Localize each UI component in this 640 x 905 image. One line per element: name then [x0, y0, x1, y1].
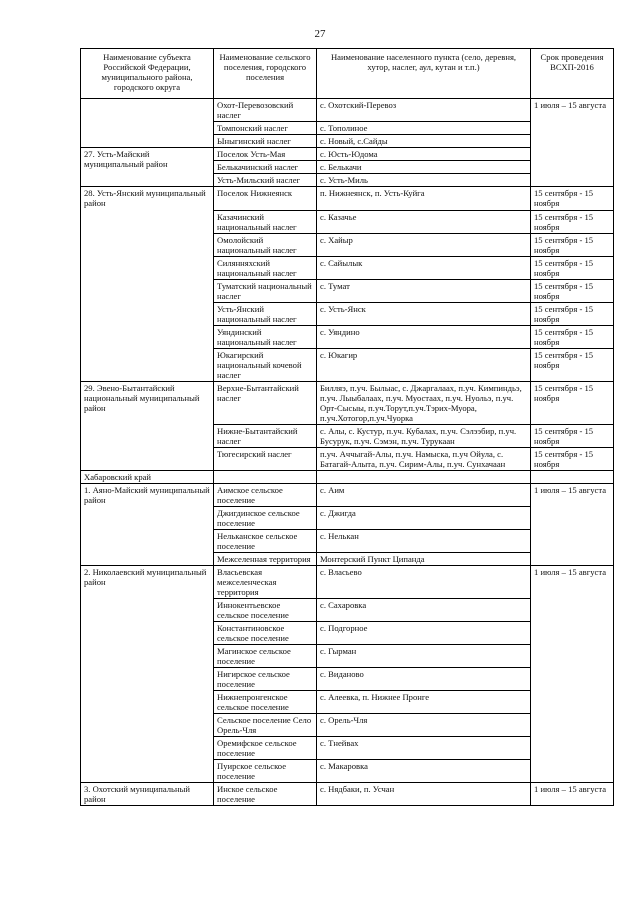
settlement-cell: Иннокентьевское сельское поселение	[214, 599, 317, 622]
empty-cell	[531, 471, 614, 484]
term-cell: 1 июля – 15 августа	[531, 783, 614, 806]
settlement-cell: Аимское сельское поселение	[214, 484, 317, 507]
locality-cell: с. Гырман	[317, 645, 531, 668]
settlement-cell: Сельское поселение Село Орель-Чля	[214, 714, 317, 737]
empty-cell	[214, 471, 317, 484]
term-cell: 1 июля – 15 августа	[531, 99, 614, 187]
locality-cell: с. Уяндино	[317, 326, 531, 349]
settlement-cell: Юкагирский национальный кочевой наслег	[214, 349, 317, 382]
settlement-cell: Оремифское сельское поселение	[214, 737, 317, 760]
locality-cell: с. Джигда	[317, 507, 531, 530]
district-name: 27. Усть-Майский муниципальный район	[81, 148, 214, 187]
district-name: 1. Аяно-Майский муниципальный район	[81, 484, 214, 566]
settlement-cell: Охот-Перевозовский наслег	[214, 99, 317, 122]
settlement-cell: Поселок Нижнеянск	[214, 187, 317, 211]
settlement-cell: Усть-Янский национальный наслег	[214, 303, 317, 326]
term-cell: 15 сентября - 15 ноября	[531, 425, 614, 448]
table-row	[81, 484, 614, 507]
term-cell: 15 сентября - 15 ноября	[531, 280, 614, 303]
locality-cell: с. Подгорное	[317, 622, 531, 645]
locality-cell: с. Хайыр	[317, 234, 531, 257]
locality-cell: с. Новый, с.Сайды	[317, 135, 531, 148]
locality-cell: с. Сайылык	[317, 257, 531, 280]
settlement-cell: Усть-Мильский наслег	[214, 174, 317, 187]
locality-cell: Билляэ, п.уч. Былыас, с. Джаргалаах, п.уч. Кимпиндьэ, п.уч. Лыыбалаах, п.уч. Муостаах, п.уч. Нуольэ, п.уч. Орт-Сысыы, п.уч.Торут,п.уч.Тэрих-Муора, п.уч.Хотогор,п.уч.Чуорка	[317, 382, 531, 425]
locality-cell: с. Аим	[317, 484, 531, 507]
locality-cell: с. Тнейвах	[317, 737, 531, 760]
locality-cell: с. Виданово	[317, 668, 531, 691]
term-cell: 15 сентября - 15 ноября	[531, 349, 614, 382]
settlement-cell: Межселенная территория	[214, 553, 317, 566]
settlement-cell: Нигирское сельское поселение	[214, 668, 317, 691]
locality-cell: с. Усть-Янск	[317, 303, 531, 326]
locality-cell: с. Казачье	[317, 211, 531, 234]
locality-cell: с. Алы, с. Кустур, п.уч. Кубалах, п.уч. Сэлээбир, п.уч. Бусурук, п.уч. Сэмэн, п.уч. Турукаан	[317, 425, 531, 448]
settlement-cell: Нельканское сельское поселение	[214, 530, 317, 553]
term-cell: 15 сентября - 15 ноября	[531, 448, 614, 471]
table-header-row	[81, 49, 614, 99]
settlement-cell: Инское сельское поселение	[214, 783, 317, 806]
table-row	[81, 187, 614, 211]
settlement-cell: Казачинский национальный наслег	[214, 211, 317, 234]
district-name: 28. Усть-Янский муниципальный район	[81, 187, 214, 382]
settlement-cell: Омолойский национальный наслег	[214, 234, 317, 257]
settlement-cell: Поселок Усть-Мая	[214, 148, 317, 161]
settlement-cell: Власьевская межселенческая территория	[214, 566, 317, 599]
locality-cell: с. Юкагир	[317, 349, 531, 382]
district-name: 3. Охотский муниципальный район	[81, 783, 214, 806]
table-row	[81, 566, 614, 599]
term-cell: 15 сентября - 15 ноября	[531, 303, 614, 326]
district-name: 2. Николаевский муниципальный район	[81, 566, 214, 783]
settlement-cell: Туматский национальный наслег	[214, 280, 317, 303]
settlement-cell: Силянняхский национальный наслег	[214, 257, 317, 280]
locality-cell: с. Усть-Миль	[317, 174, 531, 187]
header-settlement: Наименование сельского поселения, городского поселения	[214, 49, 317, 99]
term-cell: 15 сентября - 15 ноября	[531, 234, 614, 257]
region-title: Хабаровский край	[81, 471, 214, 484]
locality-cell: с. Юсть-Юдома	[317, 148, 531, 161]
locality-cell: с. Сахаровка	[317, 599, 531, 622]
term-cell: 1 июля – 15 августа	[531, 566, 614, 783]
subject-cell-empty	[81, 99, 214, 148]
settlement-cell: Константиновское сельское поселение	[214, 622, 317, 645]
locality-cell: с. Алеевка, п. Нижнее Пронге	[317, 691, 531, 714]
settlement-cell: Тюгесирский наслег	[214, 448, 317, 471]
header-subject: Наименование субъекта Российской Федерации, муниципального района, городского округа	[81, 49, 214, 99]
locality-cell: с. Нядбаки, п. Усчан	[317, 783, 531, 806]
locality-cell: с. Охотский-Перевоз	[317, 99, 531, 122]
table-row	[81, 99, 614, 122]
settlement-cell: Джигдинское сельское поселение	[214, 507, 317, 530]
page-number: 27	[314, 28, 326, 40]
term-cell: 15 сентября - 15 ноября	[531, 326, 614, 349]
table-row	[81, 783, 614, 806]
settlement-cell: Ыныгинский наслег	[214, 135, 317, 148]
settlement-cell: Магинское сельское поселение	[214, 645, 317, 668]
region-title-row	[81, 471, 614, 484]
settlement-cell: Уяндинский национальный наслег	[214, 326, 317, 349]
locality-cell: Монтерский Пункт Ципанда	[317, 553, 531, 566]
term-cell: 15 сентября - 15 ноября	[531, 187, 614, 211]
settlement-cell: Нижнепронгенское сельское поселение	[214, 691, 317, 714]
table-row	[81, 382, 614, 425]
header-locality: Наименование населенного пункта (село, деревня, хутор, наслег, аул, кутан и т.п.)	[317, 49, 531, 99]
locality-cell: с. Орель-Чля	[317, 714, 531, 737]
district-name: 29. Эвено-Бытантайский национальный муниципальный район	[81, 382, 214, 471]
locality-cell: п.уч. Аччыгай-Алы, п.уч. Намыска, п.уч Ойула, с. Батагай-Алыта, п.уч. Сирим-Алы, п.уч. Сунхачаан	[317, 448, 531, 471]
term-cell: 1 июля – 15 августа	[531, 484, 614, 566]
settlement-cell: Белькачинский наслег	[214, 161, 317, 174]
settlement-cell: Пуирское сельское поселение	[214, 760, 317, 783]
locality-cell: с. Тополиное	[317, 122, 531, 135]
header-term: Срок проведения ВСХП-2016	[531, 49, 614, 99]
empty-cell	[317, 471, 531, 484]
locality-cell: с. Макаровка	[317, 760, 531, 783]
settlement-cell: Нижне-Бытантайский наслег	[214, 425, 317, 448]
census-table	[80, 48, 614, 806]
locality-cell: с. Белькачи	[317, 161, 531, 174]
locality-cell: с. Тумат	[317, 280, 531, 303]
term-cell: 15 сентября - 15 ноября	[531, 211, 614, 234]
term-cell: 15 сентября - 15 ноября	[531, 257, 614, 280]
locality-cell: с. Власьево	[317, 566, 531, 599]
term-cell: 15 сентября - 15 ноября	[531, 382, 614, 425]
settlement-cell: Верхне-Бытантайский наслег	[214, 382, 317, 425]
settlement-cell: Томпонский наслег	[214, 122, 317, 135]
locality-cell: с. Нелькан	[317, 530, 531, 553]
locality-cell: п. Нижнеянск, п. Усть-Куйга	[317, 187, 531, 211]
